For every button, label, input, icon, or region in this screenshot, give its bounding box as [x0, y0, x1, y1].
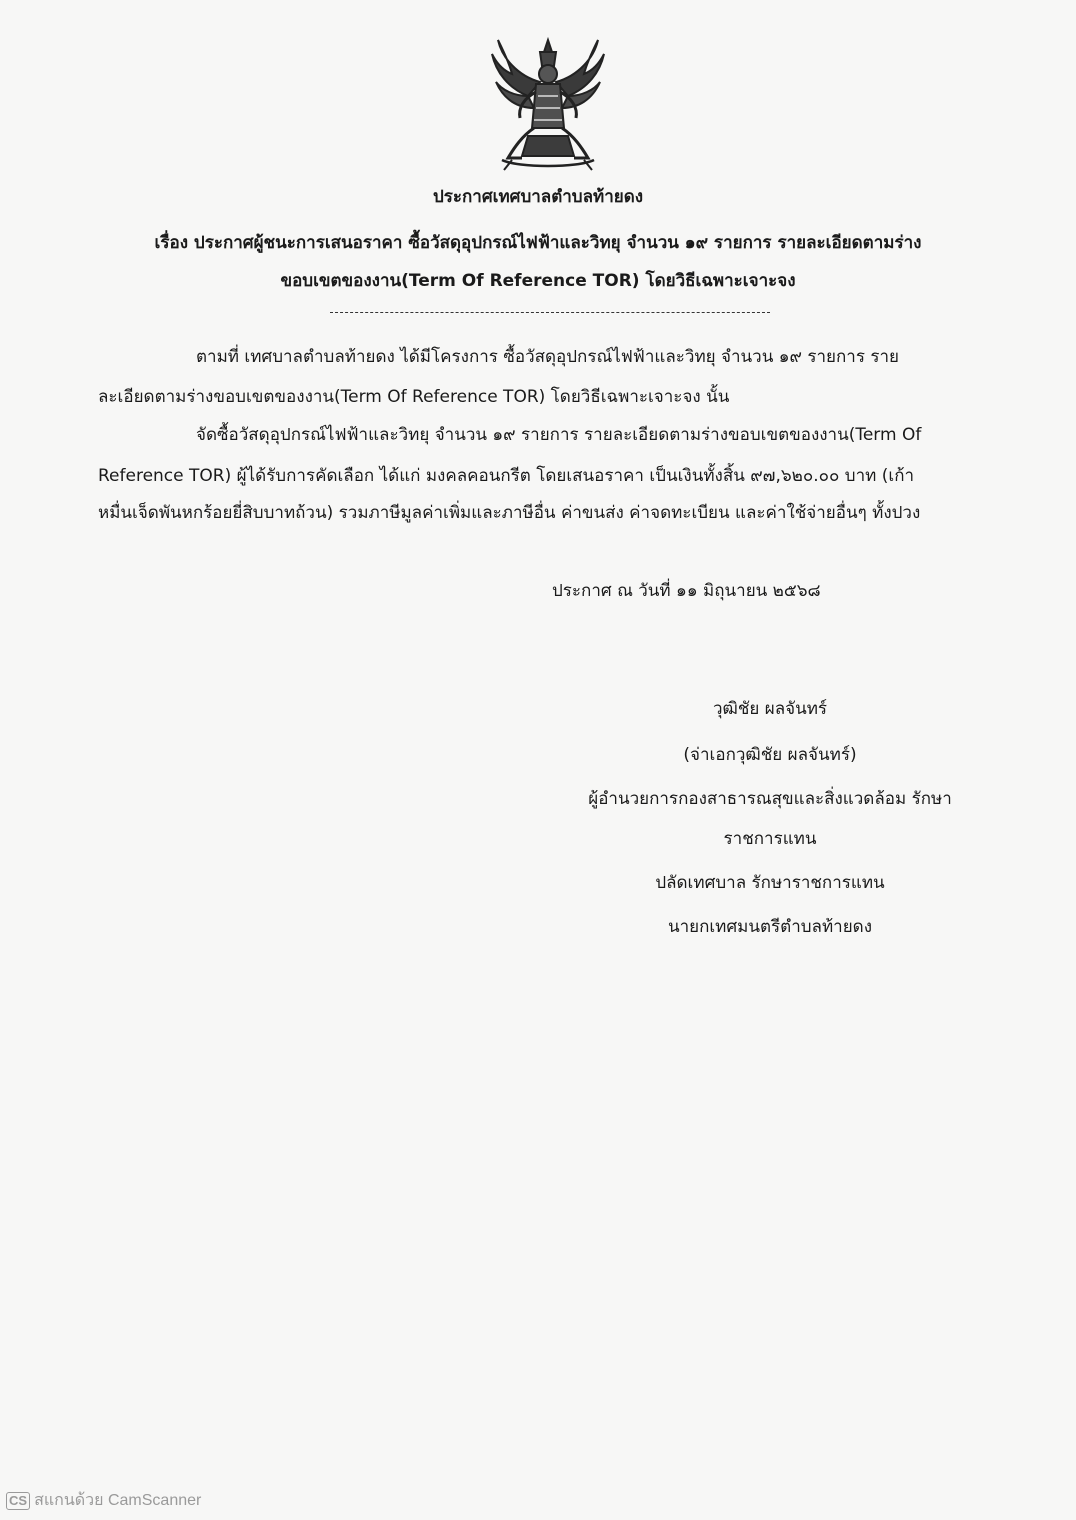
- document-title: ประกาศเทศบาลตำบลท้ายดง: [432, 187, 644, 207]
- paragraph-2-line-1: จัดซื้อวัสดุอุปกรณ์ไฟฟ้าและวิทยุ จำนวน ๑๙ รายการ รายละเอียดตามร่างขอบเขตของงาน(Term Of: [196, 425, 922, 445]
- garuda-emblem-icon: [488, 36, 608, 176]
- signer-position-line-1: ผู้อำนวยการกองสาธารณสุขและสิ่งแวดล้อม รักษา: [588, 789, 952, 809]
- paragraph-2-line-3: หมื่นเจ็ดพันหกร้อยยี่สิบบาทถ้วน) รวมภาษีมูลค่าเพิ่มและภาษีอื่น ค่าขนส่ง ค่าจดทะเบียน และค่าใช้จ่ายอื่นๆ ทั้งปวง: [98, 503, 921, 523]
- signature-name: วุฒิชัย ผลจันทร์: [712, 699, 828, 719]
- scanner-watermark: [6, 1488, 201, 1513]
- signer-position-line-4: นายกเทศมนตรีตำบลท้ายดง: [667, 917, 873, 937]
- subject-line-1: เรื่อง ประกาศผู้ชนะการเสนอราคา ซื้อวัสดุอุปกรณ์ไฟฟ้าและวิทยุ จำนวน ๑๙ รายการ รายละเอียดตามร่าง: [154, 233, 922, 253]
- signer-position-line-2: ราชการแทน: [723, 829, 817, 849]
- paragraph-1-line-2: ละเอียดตามร่างขอบเขตของงาน(Term Of Reference TOR) โดยวิธีเฉพาะเจาะจง นั้น: [98, 387, 730, 407]
- announcement-date: ประกาศ ณ วันที่ ๑๑ มิถุนายน ๒๕๖๘: [552, 581, 821, 601]
- signer-full-name: (จ่าเอกวุฒิชัย ผลจันทร์): [683, 745, 857, 765]
- camscanner-logo-icon: CS: [6, 1492, 30, 1510]
- signer-position-line-3: ปลัดเทศบาล รักษาราชการแทน: [655, 873, 885, 893]
- subject-line-2: ขอบเขตของงาน(Term Of Reference TOR) โดยวิธีเฉพาะเจาะจง: [280, 271, 796, 291]
- paragraph-1-line-1: ตามที่ เทศบาลตำบลท้ายดง ได้มีโครงการ ซื้อวัสดุอุปกรณ์ไฟฟ้าและวิทยุ จำนวน ๑๙ รายการ ราย: [196, 347, 900, 367]
- separator-line: [330, 312, 770, 313]
- paragraph-2-line-2: Reference TOR) ผู้ได้รับการคัดเลือก ได้แก่ มงคลคอนกรีต โดยเสนอราคา เป็นเงินทั้งสิ้น ๙๗,๖๒๐.๐๐ บาท (เก้า: [98, 466, 915, 486]
- scanner-watermark-text: สแกนด้วย CamScanner: [34, 1492, 202, 1509]
